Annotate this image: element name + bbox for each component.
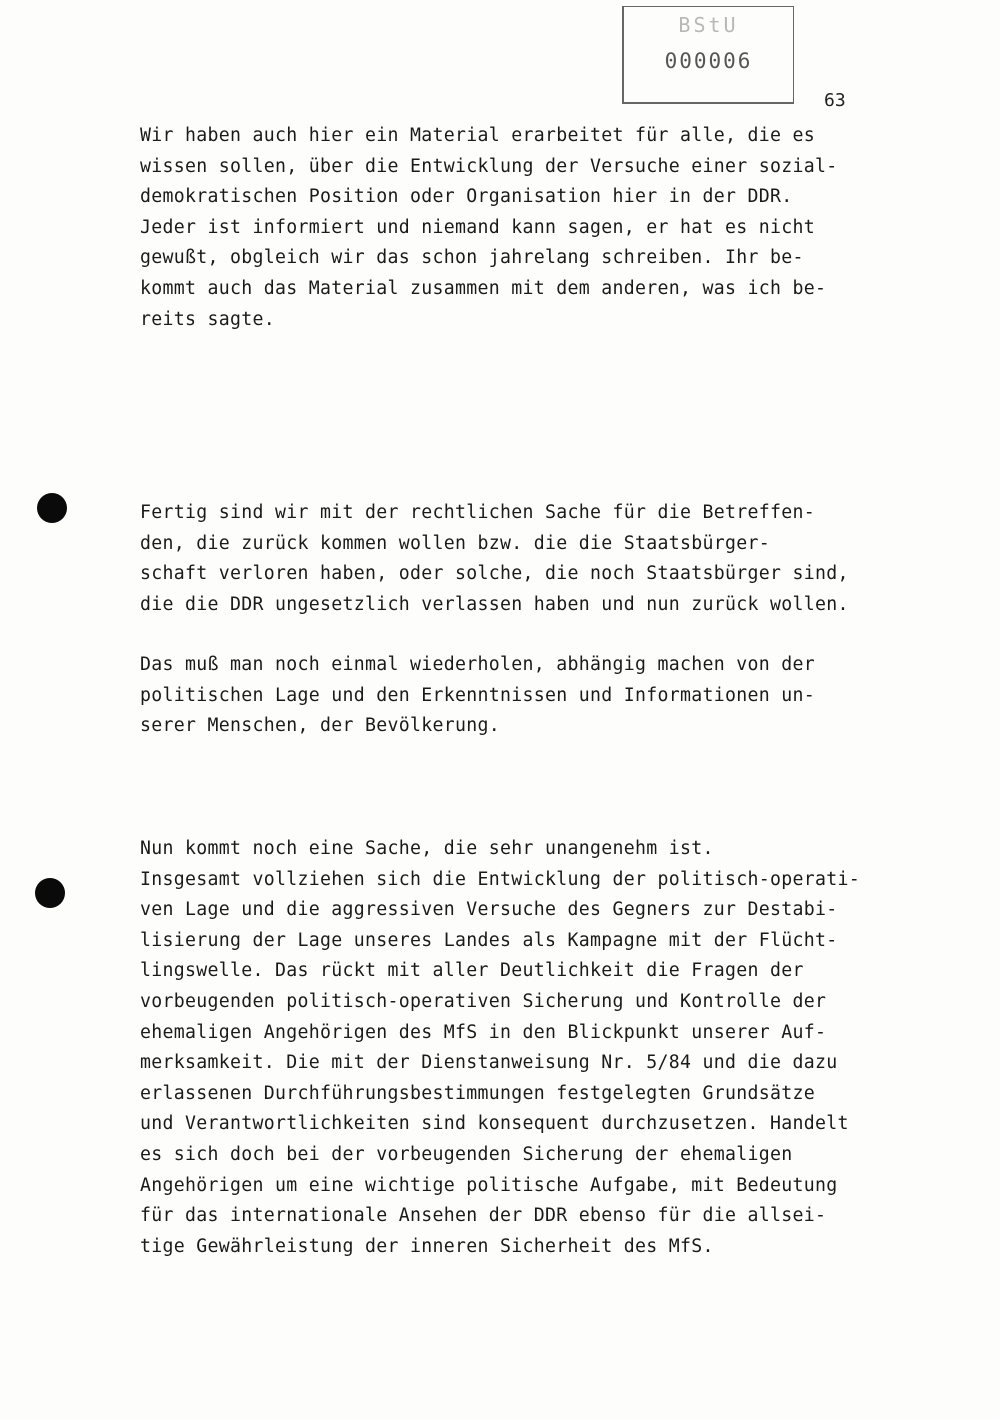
punch-hole-icon [35,878,65,908]
punch-hole-icon [37,493,67,523]
paragraph-material: Wir haben auch hier ein Material erarbeitet für alle, die es wissen sollen, über die Entwicklung der Versuche einer sozial- demokratischen Position oder Organisation hier in der DDR. Jeder ist informiert und niemand kann sagen, er hat es nicht gewußt, obgleich wir das schon jahrelang schreiben. Ihr be- kommt auch das Material zusammen mit dem anderen, was ich be- reits sagte. [140,125,838,330]
paragraph-legal-matter: Fertig sind wir mit der rechtlichen Sache für die Betreffen- den, die zurück kommen wollen bzw. die die Staatsbürger- schaft verloren haben, oder solche, die noch Staatsbürger sind, die die DDR ungesetzlich verlassen haben und nun zurück wollen. [140,502,849,615]
paragraph-repeat: Das muß man noch einmal wiederholen, abhängig machen von der politischen Lage und den Erkenntnissen und Informationen un- serer Menschen, der Bevölkerung. [140,654,815,737]
page-number: 63 [824,90,846,111]
archive-stamp [622,6,794,104]
stamp-number-text: 000006 [664,49,753,73]
paragraph-former-members: Nun kommt noch eine Sache, die sehr unangenehm ist. Insgesamt vollziehen sich die Entwicklung der politisch-operati- ven Lage und die aggressiven Versuche des Gegners zur Destabi- lisierung der Lage unseres Landes als Kampagne mit der Flücht- lingswelle. Das rückt mit aller Deutlichkeit die Fragen der vorbeugenden politisch-operativen Sicherung und Kontrolle der ehemaligen Angehörigen des MfS in den Blickpunkt unserer Auf- merksamkeit. Die mit der Dienstanweisung Nr. 5/84 und die dazu erlassenen Durchführungsbestimmungen festgelegten Grundsätze und Verantwortlichkeiten sind konsequent durchzusetzen. Handelt es sich doch bei der vorbeugenden Sicherung der ehemaligen Angehörigen um eine wichtige politische Aufgabe, mit Bedeutung für das internationale Ansehen der DDR ebenso für die allsei- tige Gewährleistung der inneren Sicherheit des MfS. [140,838,860,1257]
stamp-agency-text: BStU [678,13,739,37]
